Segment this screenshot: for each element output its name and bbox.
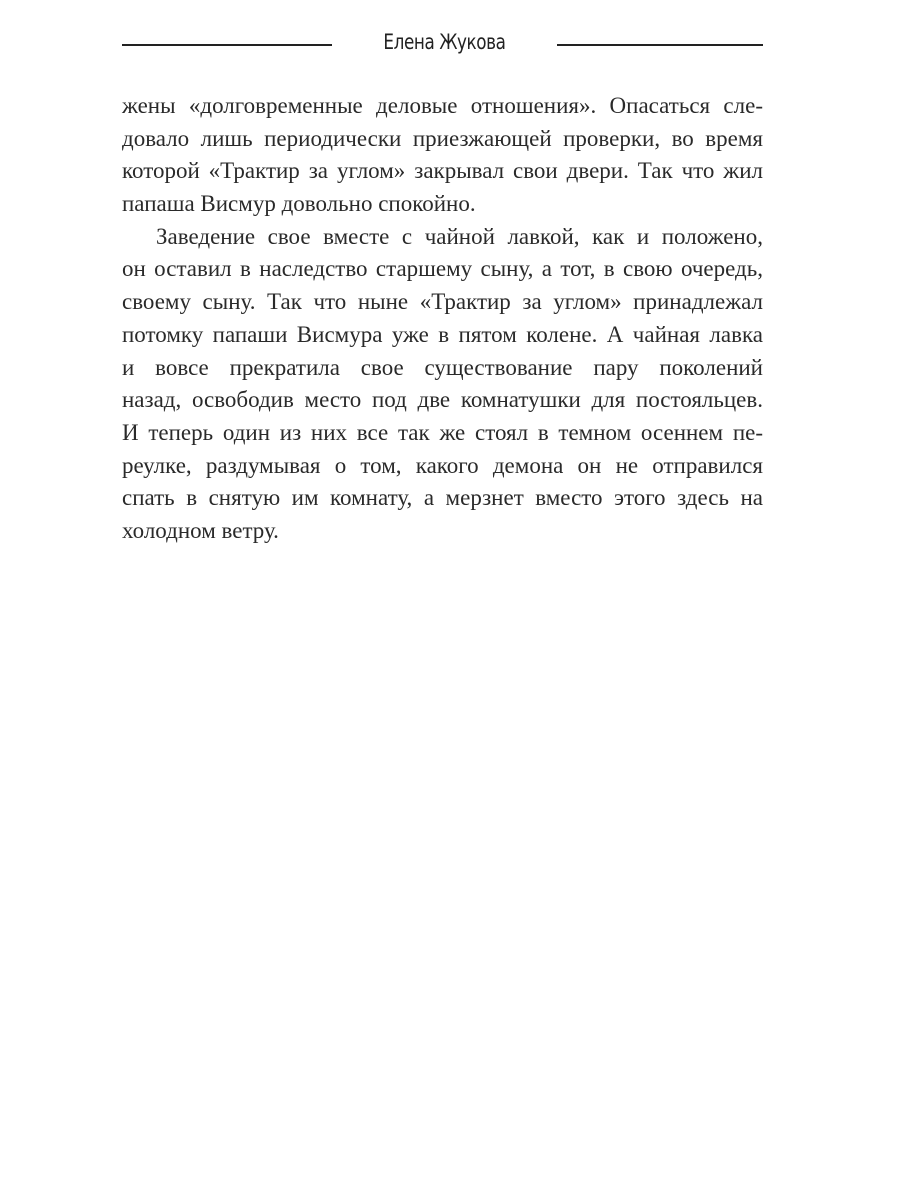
text-line: которой «Трактир за углом» закрывал свои двери. Так что жил bbox=[122, 158, 763, 184]
text-line: холодном ветру. bbox=[122, 517, 279, 543]
running-header-author: Елена Жукова bbox=[383, 30, 506, 54]
text-line: своему сыну. Так что ныне «Трактир за углом» принадлежал bbox=[122, 289, 763, 315]
text-line: и вовсе прекратила свое существование пару поколений bbox=[122, 354, 763, 380]
body-text bbox=[122, 90, 763, 548]
text-line: реулке, раздумывая о том, какого демона он не отправился bbox=[122, 452, 763, 478]
text-line: И теперь один из них все так же стоял в темном осеннем пе- bbox=[122, 419, 763, 445]
text-line: он оставил в наследство старшему сыну, а тот, в свою очередь, bbox=[122, 256, 763, 282]
header-rule-left bbox=[122, 44, 332, 46]
text-line: жены «долговременные деловые отношения». Опасаться сле- bbox=[122, 93, 763, 118]
header-rule-right bbox=[557, 44, 763, 46]
text-line: потомку папаши Висмура уже в пятом колене. А чайная лавка bbox=[122, 321, 763, 347]
text-line: назад, освободив место под две комнатушки для постояльцев. bbox=[122, 387, 763, 413]
text-line: спать в снятую им комнату, а мерзнет вместо этого здесь на bbox=[122, 485, 763, 511]
text-line: довало лишь периодически приезжающей проверки, во время bbox=[122, 125, 763, 151]
text-line: Заведение свое вместе с чайной лавкой, как и положено, bbox=[156, 223, 763, 249]
text-line: папаша Висмур довольно спокойно. bbox=[122, 191, 476, 217]
